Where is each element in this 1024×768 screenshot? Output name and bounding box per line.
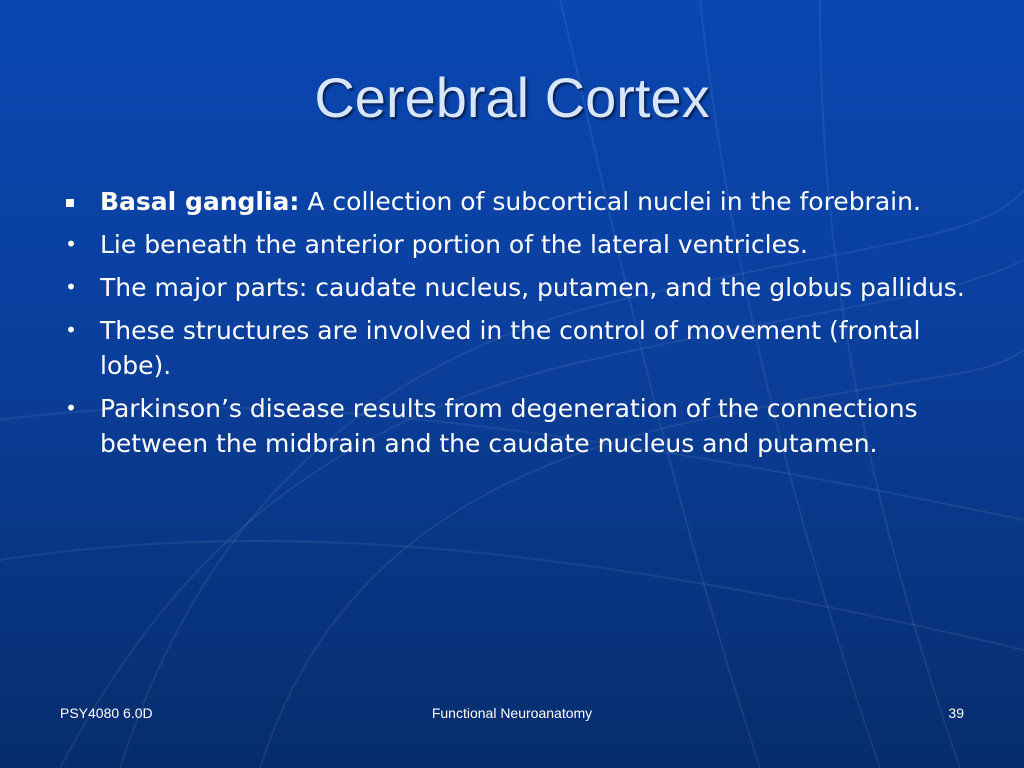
bullet-item <box>56 184 986 219</box>
dot-bullet-icon: • <box>65 275 77 299</box>
bullet-item <box>56 270 986 305</box>
footer-topic: Functional Neuroanatomy <box>431 705 593 721</box>
bullet-text: The major parts: caudate nucleus, putamen, and the globus pallidus. <box>100 273 965 302</box>
bullet-text: Parkinson’s disease results from degeneration of the connections between the midbrain and the caudate nucleus and putamen. <box>100 394 918 458</box>
slide-title: Cerebral Cortex <box>314 66 710 129</box>
bullet-list <box>56 184 986 469</box>
bullet-item <box>56 227 986 262</box>
bullet-term: Basal ganglia: <box>100 187 300 216</box>
footer-course-code: PSY4080 6.0D <box>60 705 153 721</box>
dot-bullet-icon: • <box>65 396 77 420</box>
bullet-item <box>56 313 986 383</box>
footer-slide-number: 39 <box>948 705 964 721</box>
dot-bullet-icon: • <box>65 232 77 256</box>
dot-bullet-icon: • <box>65 318 77 342</box>
bullet-text: Lie beneath the anterior portion of the lateral ventricles. <box>100 230 808 259</box>
bullet-text: These structures are involved in the control of movement (frontal lobe). <box>100 316 921 380</box>
bullet-text: A collection of subcortical nuclei in the forebrain. <box>299 187 921 216</box>
bullet-item <box>56 391 986 461</box>
